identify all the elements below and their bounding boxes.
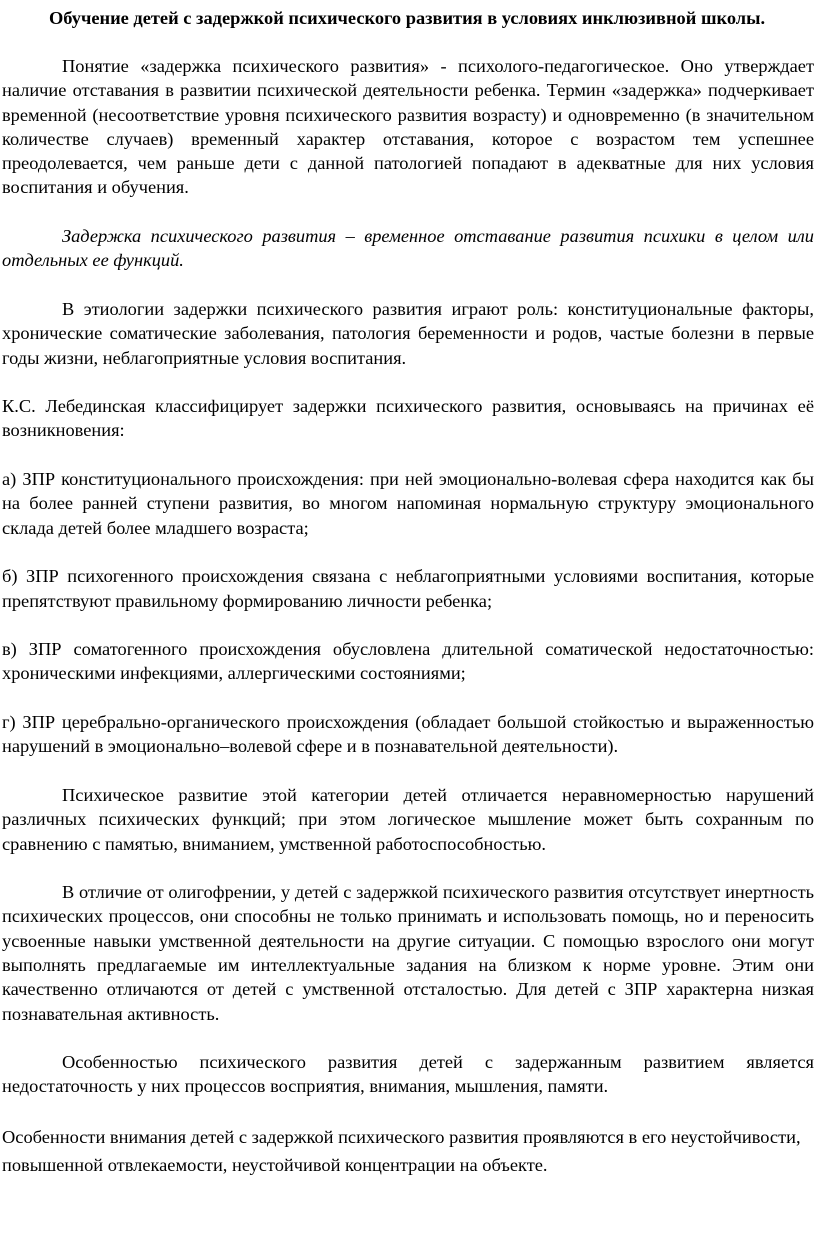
list-item-a: а) ЗПР конституционального происхождения: при ней эмоционально-волевая сфера находится как бы на более ранней ступени развития, во многом напоминая нормальную структуру эмоционального склада детей более младшего возраста; [2, 469, 814, 538]
list-item-c: в) ЗПР соматогенного происхождения обусловлена длительной соматической недостаточностью: хроническими инфекциями, аллергическими состояниями; [2, 639, 814, 684]
document-title: Обучение детей с задержкой психического развития в условиях инклюзивной школы. [48, 8, 766, 28]
paragraph-definition: Задержка психического развития – временное отставание развития психики в целом или отдельных ее функций. [2, 226, 814, 271]
paragraph-mental-development: Психическое развитие этой категории детей отличается неравномерностью нарушений различных психических функций; при этом логическое мышление может быть сохранным по сравнению с памятью, вниманием, умственной работоспособностью. [2, 784, 814, 854]
paragraph-attention: Особенности внимания детей с задержкой психического развития проявляются в его неустойчивости, повышенной отвлекаемости, неустойчивой концентрации на объекте. [2, 1127, 801, 1176]
paragraph-features: Особенностью психического развития детей с задержанным развитием является недостаточность у них процессов восприятия, внимания, мышления, памяти. [2, 1052, 814, 1097]
paragraph-concept: Понятие «задержка психического развития» - психолого-педагогическое. Оно утверждает наличие отставания в развитии психической деятельности ребенка. Термин «задержка» подчеркивает временной (несоответствие уровня психического развития возрасту) и одновременно (в значительном количестве случаев) временный характер отставания, которое с возрастом тем успешнее преодолевается, чем раньше дети с данной патологией попадают в адекватные для них условия воспитания и обучения. [2, 56, 814, 198]
list-item-d: г) ЗПР церебрально-органического происхождения (обладает большой стойкостью и выраженностью нарушений в эмоционально–волевой сфере и в познавательной деятельности). [2, 712, 814, 757]
paragraph-oligophrenia: В отличие от олигофрении, у детей с задержкой психического развития отсутствует инертность психических процессов, они способны не только принимать и использовать помощь, но и переносить усвоенные навыки умственной деятельности на другие ситуации. С помощью взрослого они могут выполнять предлагаемые им интеллектуальные задания на близком к норме уровне. Этим они качественно отличаются от детей с умственной отсталостью. Для детей с ЗПР характерна низкая познавательная активность. [2, 882, 814, 1024]
paragraph-classification: К.С. Лебединская классифицирует задержки психического развития, основываясь на причинах её возникновения: [2, 396, 814, 441]
list-item-b: б) ЗПР психогенного происхождения связана с неблагоприятными условиями воспитания, которые препятствуют правильному формированию личности ребенка; [2, 566, 814, 611]
paragraph-etiology: В этиологии задержки психического развития играют роль: конституциональные факторы, хронические соматические заболевания, патология беременности и родов, частые болезни в первые годы жизни, неблагоприятные условия воспитания. [2, 298, 814, 368]
